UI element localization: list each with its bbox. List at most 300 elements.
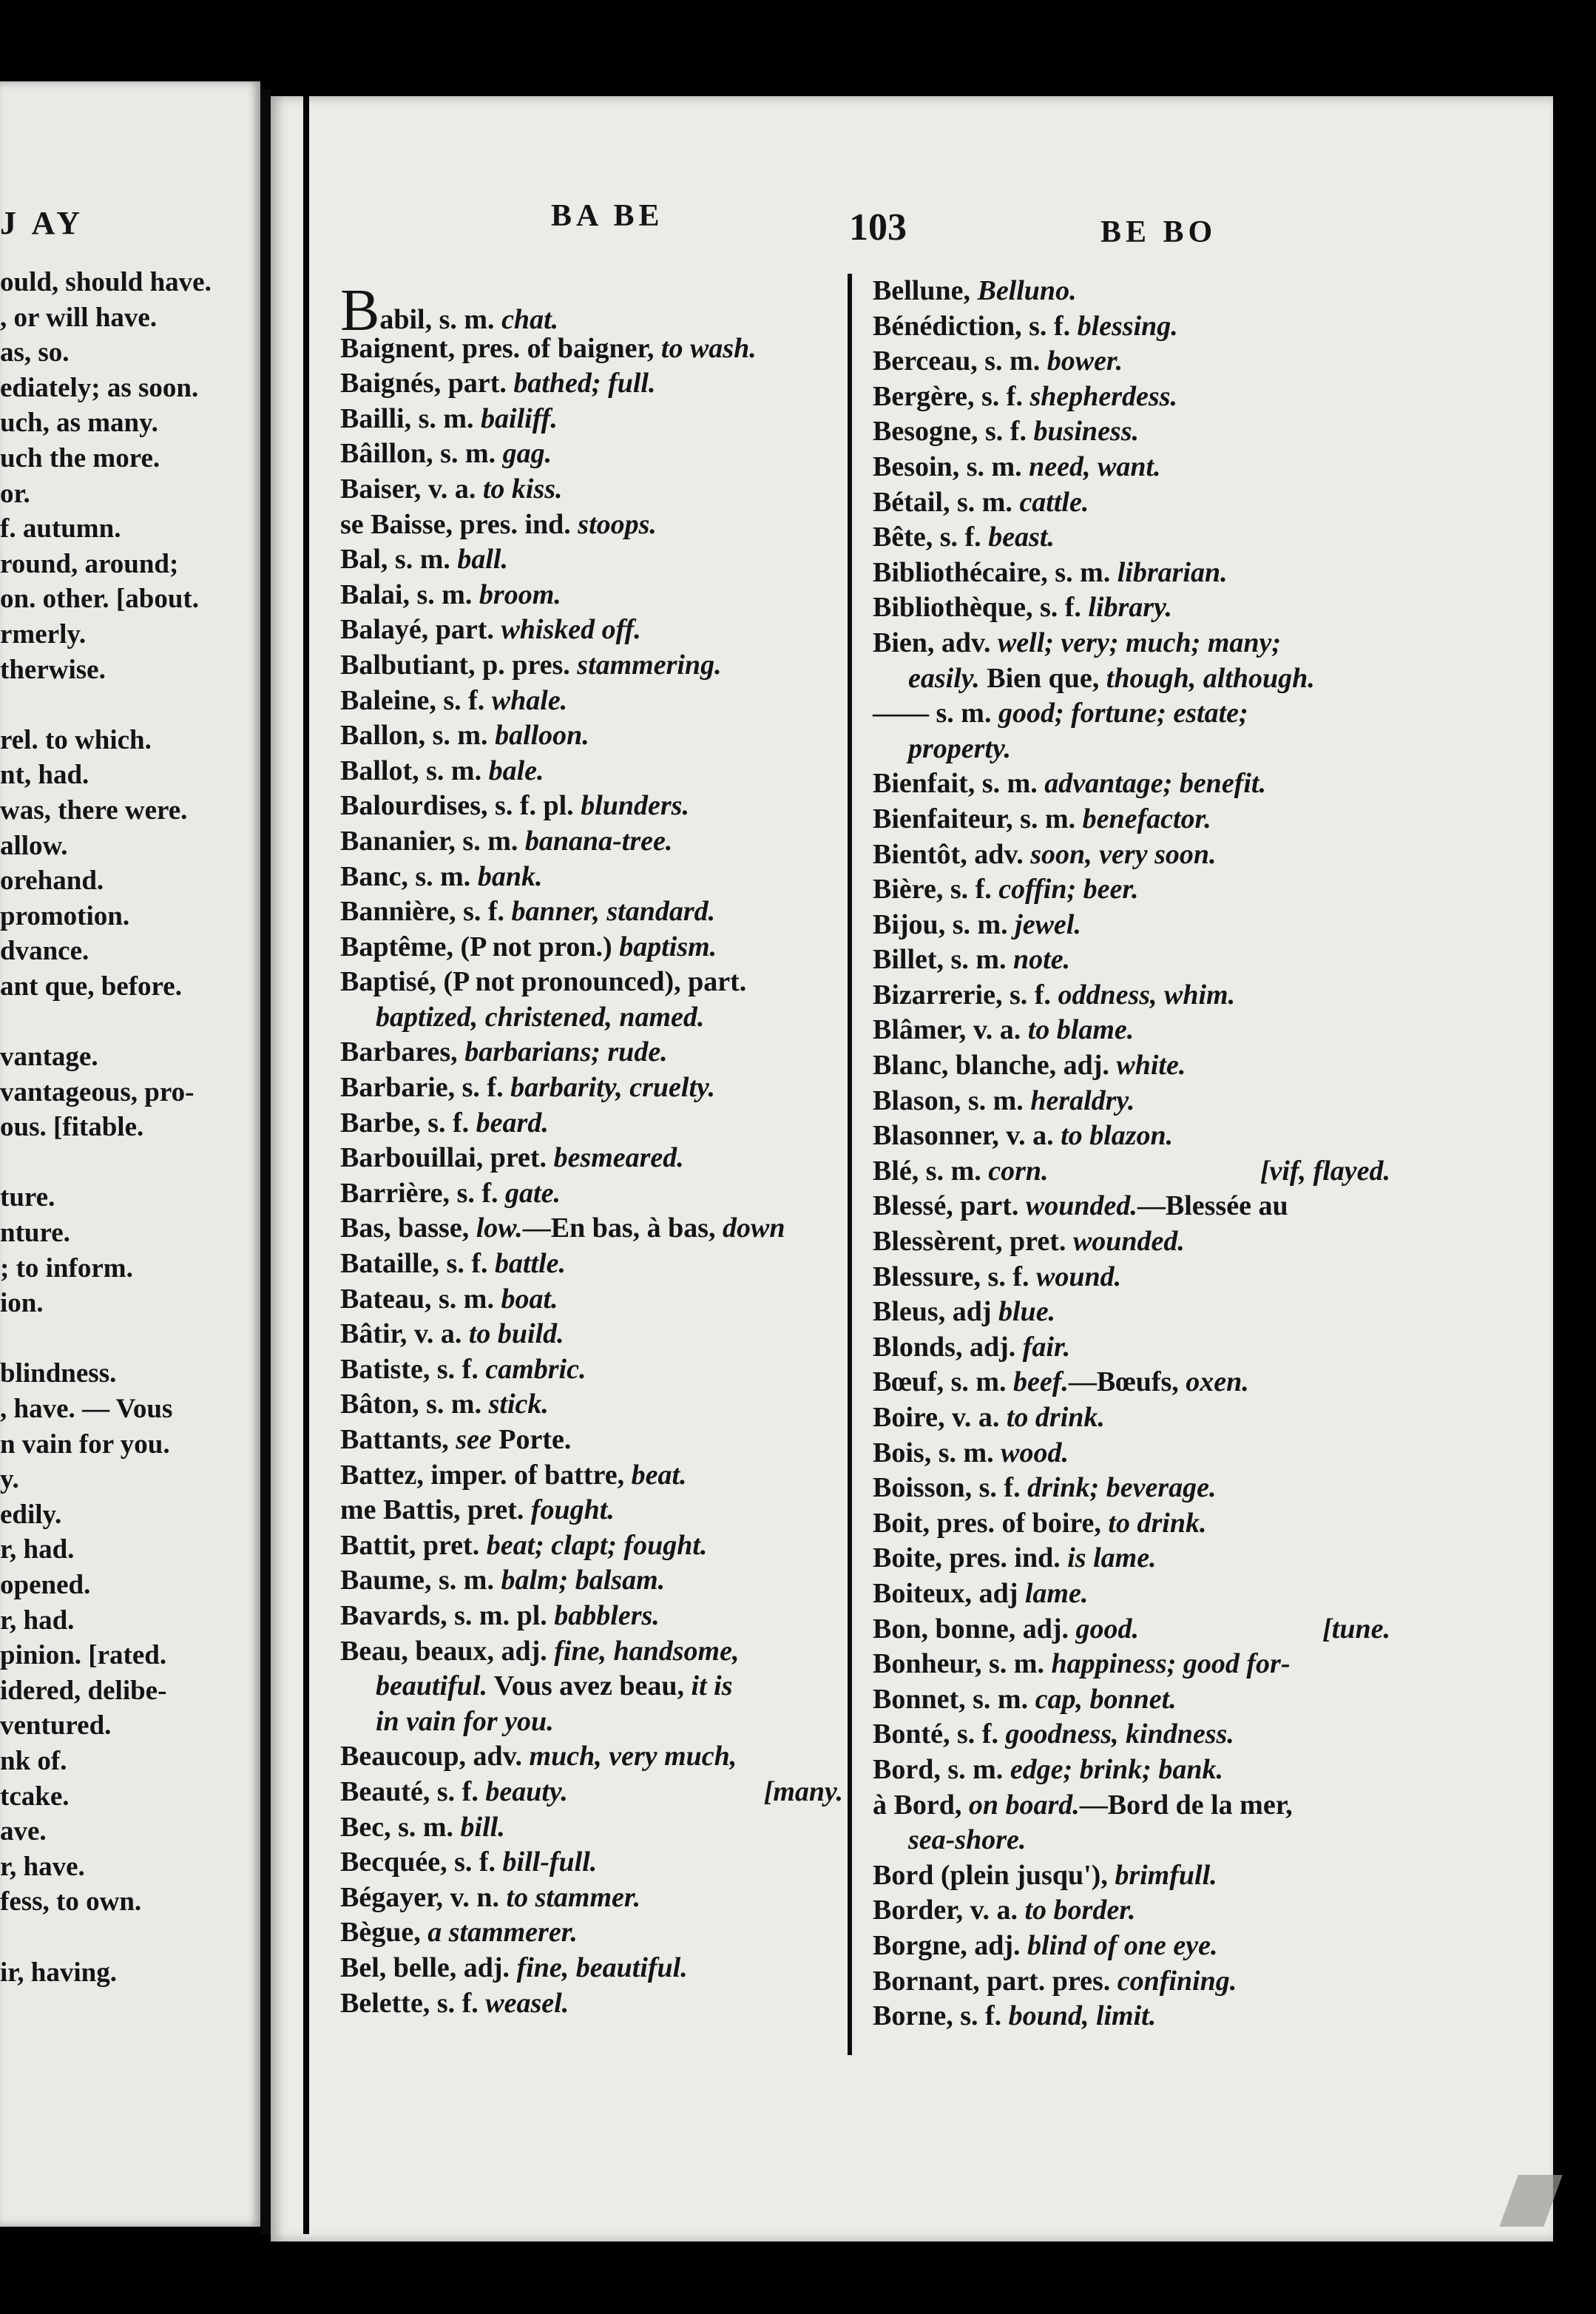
head-word: Border, — [873, 1895, 964, 1926]
grammar-note — [449, 1424, 456, 1455]
dictionary-entry — [873, 1612, 1405, 1647]
head-word: Baignent, — [340, 332, 456, 364]
english-gloss: fair. — [1022, 1331, 1071, 1363]
grammar-note: (plein jusqu'), — [933, 1859, 1115, 1891]
dictionary-entry — [873, 1330, 1405, 1366]
english-gloss: to blame. — [1027, 1014, 1135, 1046]
head-word: Bergère, — [873, 380, 975, 412]
head-word: Bateau, — [340, 1283, 432, 1315]
english-gloss: beard. — [476, 1107, 549, 1139]
dictionary-entry — [340, 824, 858, 860]
english-gloss: heraldry. — [1030, 1085, 1135, 1116]
entry-tail: Vous avez beau, — [487, 1670, 692, 1702]
grammar-note: s. m. — [959, 451, 1029, 482]
grammar-note: s. m. — [432, 304, 502, 335]
english-gloss: whisked off. — [501, 614, 641, 646]
english-gloss: in vain for you. — [376, 1705, 554, 1737]
left-page-line: or. — [0, 478, 30, 509]
grammar-note: bonne, adj. — [927, 1613, 1076, 1645]
head-word: Boite, — [873, 1542, 942, 1574]
head-word: Ballon, — [340, 720, 426, 752]
dictionary-entry — [340, 684, 858, 719]
english-gloss: need, want. — [1029, 451, 1161, 482]
english-gloss: goodness, kindness. — [1005, 1718, 1234, 1750]
english-gloss: bank. — [477, 860, 543, 892]
english-gloss: gate. — [505, 1177, 561, 1209]
left-page-line: orehand. — [0, 866, 104, 897]
dictionary-entry — [340, 1880, 858, 1916]
english-gloss: to blazon. — [1061, 1120, 1174, 1152]
dictionary-entry — [873, 380, 1405, 415]
english-gloss: good; fortune; estate; — [998, 698, 1248, 729]
english-gloss: beat; clapt; fought. — [486, 1529, 708, 1561]
english-gloss: banner, standard. — [511, 896, 716, 928]
head-word: à Bord, — [873, 1789, 962, 1821]
english-gloss: wound. — [1035, 1261, 1122, 1292]
grammar-note: s. m. — [944, 944, 1013, 976]
grammar-note: s. m. — [919, 1155, 989, 1187]
dictionary-entry — [873, 590, 1405, 626]
head-word: Baume, — [340, 1565, 432, 1596]
dictionary-entry — [340, 860, 858, 895]
grammar-note — [421, 1917, 428, 1948]
grammar-note — [458, 1036, 465, 1067]
grammar-note: (P not pron.) — [453, 931, 620, 962]
english-gloss: bound, limit. — [1008, 2000, 1157, 2032]
grammar-note: s. f. — [420, 1107, 476, 1139]
grammar-note: s. m. — [975, 768, 1045, 800]
english-gloss: corn. — [988, 1155, 1049, 1187]
grammar-note: s. f. — [430, 1353, 486, 1385]
dictionary-entry — [340, 894, 858, 930]
dictionary-entry — [340, 1176, 858, 1212]
head-word: Bannière, — [340, 896, 456, 928]
dictionary-entry — [873, 978, 1405, 1013]
english-gloss: stoops. — [578, 508, 657, 540]
entry-continuation — [873, 1823, 1405, 1858]
head-word: Bégayer, — [340, 1881, 443, 1913]
head-word: Boire, — [873, 1402, 945, 1433]
left-page-line: ould, should have. — [0, 267, 212, 297]
left-page-line: ediately; as soon. — [0, 372, 199, 403]
head-word: Barbares, — [340, 1036, 458, 1068]
dictionary-entry — [873, 309, 1405, 345]
left-page-line: nk of. — [0, 1745, 67, 1776]
dictionary-entry — [873, 1295, 1405, 1330]
head-word: Bavards, — [340, 1599, 447, 1631]
english-gloss: barbarity, cruelty. — [510, 1072, 715, 1104]
grammar-note: s. m. — [944, 1366, 1014, 1398]
grammar-note: v. a. — [998, 1120, 1061, 1152]
carried-over-text: [tune. — [1322, 1613, 1390, 1645]
english-gloss: blind of one eye. — [1027, 1929, 1218, 1961]
english-gloss: confining. — [1117, 1965, 1237, 1997]
dictionary-entry — [340, 613, 858, 648]
head-word: Battez, — [340, 1459, 424, 1491]
english-gloss: banana-tree. — [524, 825, 673, 857]
carried-over-text: [many. — [763, 1775, 843, 1807]
head-word: Bénédiction, — [873, 310, 1022, 342]
dictionary-entry — [873, 766, 1405, 802]
grammar-note: adj. — [967, 1929, 1028, 1961]
page-edge-rule — [303, 96, 309, 2234]
grammar-note — [961, 1790, 969, 1821]
dictionary-entry — [340, 930, 858, 965]
entry-tail: —En bas, à bas, — [522, 1212, 723, 1244]
left-page-line: promotion. — [0, 900, 130, 931]
left-page-line: round, around; — [0, 548, 179, 579]
grammar-note: s. f. — [455, 1072, 511, 1104]
grammar-note — [469, 1212, 476, 1244]
grammar-note: s. f. — [972, 1472, 1028, 1504]
english-gloss: to drink. — [1108, 1507, 1207, 1539]
head-word: Bière, — [873, 874, 944, 905]
head-word: Boiteux, — [873, 1577, 973, 1609]
english-gloss: happiness; good for- — [1051, 1648, 1291, 1680]
left-page-line: idered, delibe- — [0, 1675, 167, 1706]
grammar-note: s. f. — [439, 1248, 495, 1280]
left-page-line: was, there were. — [0, 795, 188, 826]
grammar-note: s. f. — [430, 1775, 486, 1807]
english-gloss: balloon. — [495, 720, 589, 752]
grammar-note: s. m. — [961, 1085, 1031, 1116]
english-gloss: bathed; full. — [513, 368, 656, 399]
english-gloss: bower. — [1046, 345, 1123, 377]
english-gloss: well; very; much; many; — [997, 627, 1282, 658]
grammar-note: s. f. — [953, 2000, 1009, 2032]
english-gloss: battle. — [495, 1248, 567, 1280]
head-word: Bibliothèque, — [873, 592, 1033, 624]
dictionary-entry — [873, 1576, 1405, 1612]
head-word: Bibliothécaire, — [873, 556, 1048, 588]
grammar-note: s. f. — [447, 1846, 503, 1878]
head-word: Borne, — [873, 2000, 953, 2032]
dictionary-entry — [873, 1189, 1405, 1224]
dictionary-entry — [873, 1541, 1405, 1576]
left-page-line: pinion. [rated. — [0, 1640, 167, 1671]
dictionary-entry — [873, 1858, 1405, 1894]
head-word: Blessèrent, — [873, 1226, 1003, 1258]
dictionary-entry — [340, 1951, 858, 1986]
english-gloss: baptism. — [619, 931, 717, 962]
head-word: Balourdises, — [340, 790, 488, 822]
dictionary-entry — [340, 1775, 858, 1810]
left-page — [0, 81, 260, 2227]
english-gloss: boat. — [501, 1283, 558, 1315]
english-gloss: good. — [1075, 1613, 1140, 1645]
head-word: Bétail, — [873, 486, 950, 518]
head-word: Bienfait, — [873, 768, 975, 800]
head-word: Balayé, — [340, 614, 429, 646]
left-page-line: vantageous, pro- — [0, 1076, 195, 1107]
english-gloss: much, very much, — [529, 1741, 737, 1772]
dictionary-entry — [873, 1506, 1405, 1542]
grammar-note: pres. of baigner, — [455, 332, 661, 364]
english-gloss: bill. — [460, 1811, 505, 1843]
english-gloss: on board. — [968, 1789, 1080, 1821]
head-word: Belette, — [340, 1987, 430, 2019]
dictionary-entry — [873, 414, 1405, 450]
english-gloss: to stammer. — [506, 1881, 641, 1913]
left-page-line: r, have. — [0, 1851, 85, 1882]
grammar-note: s. m. — [455, 825, 525, 857]
english-gloss: wood. — [1001, 1437, 1069, 1468]
dictionary-entry — [340, 1070, 858, 1106]
left-page-line — [0, 687, 260, 723]
grammar-note: s. m. — [419, 755, 489, 786]
grammar-note: adv. — [465, 1741, 530, 1772]
page-number: 103 — [849, 206, 907, 249]
tail-gloss: it is — [691, 1670, 733, 1702]
head-word: Blessure, — [873, 1261, 981, 1292]
grammar-note: s. m. — [950, 486, 1020, 518]
left-page-line: dvance. — [0, 936, 89, 967]
english-gloss: soon, very soon. — [1030, 838, 1217, 870]
head-word: Barbouillai, — [340, 1142, 484, 1174]
left-page-line: as, so. — [0, 337, 70, 368]
entry-tail: Porte. — [491, 1424, 572, 1455]
english-gloss: cambric. — [485, 1353, 586, 1385]
left-page-line: ous. [fitable. — [0, 1112, 144, 1143]
grammar-note: beaux, adj. — [408, 1635, 555, 1667]
english-gloss: weasel. — [485, 1987, 569, 2019]
dictionary-entry — [340, 578, 858, 613]
grammar-note: part. — [428, 614, 501, 646]
grammar-note: s. f. — [436, 684, 492, 716]
head-word: Bœuf, — [873, 1366, 944, 1398]
english-gloss: a stammerer. — [427, 1917, 578, 1949]
english-gloss: stammering. — [577, 649, 722, 681]
dictionary-entry — [873, 1260, 1405, 1295]
dictionary-entry — [340, 1317, 858, 1352]
english-gloss: advantage; benefit. — [1044, 768, 1266, 800]
grammar-note: s. f. pl. — [487, 790, 581, 822]
dictionary-entry — [340, 1493, 858, 1528]
book-gutter — [260, 89, 271, 2234]
left-page-line: therwise. — [0, 654, 106, 685]
left-page-line: r, had. — [0, 1605, 75, 1636]
dictionary-entry — [873, 1717, 1405, 1753]
grammar-note: s. m. — [931, 1437, 1001, 1468]
grammar-note: pres. ind. — [941, 1542, 1068, 1574]
entry-tail: —Blessée au — [1137, 1190, 1288, 1222]
entry-tail: Bien que, — [979, 662, 1106, 694]
head-word: Barbarie, — [340, 1072, 456, 1104]
english-gloss: wounded. — [1025, 1190, 1137, 1222]
head-word: Blasonner, — [873, 1120, 999, 1152]
english-gloss: gag. — [502, 438, 552, 470]
grammar-note: adj — [972, 1577, 1025, 1609]
english-gloss: is lame. — [1067, 1542, 1157, 1574]
head-word: Bâton, — [340, 1389, 419, 1420]
dictionary-entry — [873, 1154, 1405, 1190]
dictionary-entry — [340, 366, 858, 402]
dictionary-entry — [340, 1563, 858, 1599]
grammar-note: v. a. — [966, 1014, 1028, 1046]
head-word: Bâillon, — [340, 438, 433, 470]
head-word: se Baisse, — [340, 508, 453, 540]
head-word: Balai, — [340, 578, 410, 610]
grammar-note: s. m. — [965, 1683, 1035, 1715]
grammar-note: v. a. — [421, 473, 483, 505]
head-word: Bizarrerie, — [873, 979, 1003, 1011]
entry-tail: —Bœufs, — [1068, 1366, 1186, 1398]
dictionary-column-1 — [340, 278, 858, 2021]
grammar-note: s. m. — [981, 1648, 1052, 1680]
grammar-note: pret. — [460, 1494, 531, 1526]
dictionary-entry — [340, 1282, 858, 1318]
head-word: Boit, — [873, 1507, 930, 1539]
entry-continuation — [340, 1000, 858, 1036]
english-gloss: property. — [908, 732, 1011, 764]
dictionary-entry — [873, 1365, 1405, 1400]
head-word: Borgne, — [873, 1929, 967, 1961]
left-page-line: r, had. — [0, 1534, 75, 1565]
head-word: Battants, — [340, 1424, 449, 1455]
english-gloss: lame. — [1024, 1577, 1089, 1609]
english-gloss: to kiss. — [482, 473, 563, 505]
grammar-note: v. a. — [963, 1895, 1025, 1926]
grammar-note: v. n. — [442, 1881, 507, 1913]
head-word: me Battis, — [340, 1494, 461, 1526]
head-word: Baleine, — [340, 684, 436, 716]
carried-over-text: [vif, flayed. — [1259, 1155, 1390, 1187]
dictionary-entry — [873, 1084, 1405, 1119]
english-gloss: to drink. — [1006, 1402, 1105, 1433]
grammar-note: s. m. — [408, 860, 478, 892]
grammar-note: part. — [953, 1190, 1026, 1222]
english-gloss: oddness, whim. — [1058, 979, 1236, 1011]
grammar-note: blanche, adj. — [948, 1050, 1117, 1082]
head-word: Bois, — [873, 1437, 932, 1468]
head-word: Bonté, — [873, 1718, 950, 1750]
dictionary-entry — [340, 331, 858, 367]
english-gloss: benefactor. — [1082, 803, 1211, 834]
english-gloss: barbarians; rude. — [464, 1036, 668, 1068]
english-gloss: bill-full. — [502, 1846, 598, 1878]
english-gloss: chat. — [501, 304, 559, 335]
dictionary-entry — [340, 1106, 858, 1141]
grammar-note: part. pres. — [979, 1965, 1117, 1997]
left-page-line: ave. — [0, 1816, 47, 1847]
grammar-note: imper. of battre, — [423, 1459, 632, 1491]
dictionary-entry — [873, 626, 1405, 661]
left-page-line: ant que, before. — [0, 971, 182, 1002]
head-word: Bâtir, — [340, 1318, 408, 1350]
left-page-line — [0, 1004, 260, 1039]
head-word: Bête, — [873, 522, 933, 553]
grammar-note: pret. — [483, 1142, 554, 1174]
grammar-note: v. a. — [407, 1318, 469, 1350]
head-word: Barbe, — [340, 1107, 421, 1139]
head-word: Beau, — [340, 1635, 408, 1667]
left-page-line: ventured. — [0, 1710, 112, 1741]
english-gloss: edge; brink; bank. — [1010, 1753, 1223, 1785]
dictionary-entry — [873, 802, 1405, 837]
dictionary-entry — [340, 1247, 858, 1282]
english-gloss: baptized, christened, named. — [376, 1001, 705, 1033]
dictionary-entry — [873, 1753, 1405, 1788]
grammar-note: (P not pronounced), part. — [436, 966, 747, 998]
running-head-right: BE BO — [1100, 215, 1217, 249]
dictionary-entry — [340, 965, 858, 1000]
dictionary-entry — [873, 942, 1405, 978]
head-word: Bal, — [340, 544, 388, 576]
dictionary-entry — [340, 1599, 858, 1634]
dictionary-entry — [340, 1035, 858, 1070]
dictionary-entry — [340, 754, 858, 789]
english-gloss: Belluno. — [977, 275, 1077, 306]
entry-continuation — [873, 661, 1405, 697]
english-gloss: fine, beautiful. — [516, 1952, 688, 1983]
head-word: Blâmer, — [873, 1014, 967, 1046]
dictionary-entry — [873, 1893, 1405, 1929]
grammar-note: pret. — [416, 1529, 487, 1561]
dictionary-entry — [873, 450, 1405, 485]
left-page-line: on. other. [about. — [0, 584, 199, 615]
entry-continuation — [873, 732, 1405, 767]
english-gloss: shepherdess. — [1029, 380, 1177, 412]
head-word: Bon, — [873, 1613, 928, 1645]
left-page-line: nt, had. — [0, 760, 89, 791]
english-gloss: broom. — [479, 578, 561, 610]
english-gloss: beast. — [988, 522, 1055, 553]
left-page-line: rmerly. — [0, 618, 87, 650]
dictionary-entry — [340, 1739, 858, 1775]
english-gloss: easily. — [908, 662, 980, 694]
head-word: Besogne, — [873, 416, 978, 448]
grammar-note: s. m. — [977, 345, 1047, 377]
english-gloss: librarian. — [1117, 556, 1228, 588]
grammar-note: s. f. — [943, 874, 999, 905]
dictionary-entry — [873, 1647, 1405, 1682]
left-page-line: blindness. — [0, 1358, 117, 1389]
dictionary-entry — [873, 1682, 1405, 1718]
left-page-line: f. autumn. — [0, 513, 121, 544]
dictionary-entry — [340, 1387, 858, 1423]
dictionary-entry — [873, 837, 1405, 873]
left-page-line: allow. — [0, 830, 68, 861]
head-word: Bègue, — [340, 1917, 421, 1949]
dictionary-entry — [873, 696, 1405, 732]
left-page-line — [0, 1145, 260, 1181]
english-gloss: blue. — [998, 1296, 1056, 1328]
english-gloss: besmeared. — [553, 1142, 684, 1174]
dictionary-entry — [340, 1141, 858, 1176]
dictionary-entry — [340, 1528, 858, 1564]
dictionary-entry — [873, 1999, 1405, 2034]
scan-border — [0, 2242, 1596, 2314]
head-word: Banc, — [340, 860, 408, 892]
head-word: Bonheur, — [873, 1648, 982, 1680]
english-gloss: whale. — [491, 684, 568, 716]
head-word: Baptisé, — [340, 966, 436, 998]
grammar-note: s. m. pl. — [447, 1599, 555, 1631]
dictionary-entry — [873, 556, 1405, 591]
head-word: Bornant, — [873, 1965, 980, 1997]
head-word: Balbutiant, — [340, 649, 476, 681]
head-word: Billet, — [873, 944, 944, 976]
english-gloss: to wash. — [660, 332, 757, 364]
head-word: Becquée, — [340, 1846, 447, 1878]
dictionary-entry — [340, 1810, 858, 1846]
grammar-note: s. m. — [411, 402, 481, 434]
grammar-note: s. f. — [974, 380, 1030, 412]
english-gloss: wounded. — [1072, 1226, 1185, 1258]
grammar-note: s. f. — [430, 1987, 486, 2019]
head-word: Bien, — [873, 627, 935, 658]
tail-gloss: oxen. — [1186, 1366, 1249, 1398]
